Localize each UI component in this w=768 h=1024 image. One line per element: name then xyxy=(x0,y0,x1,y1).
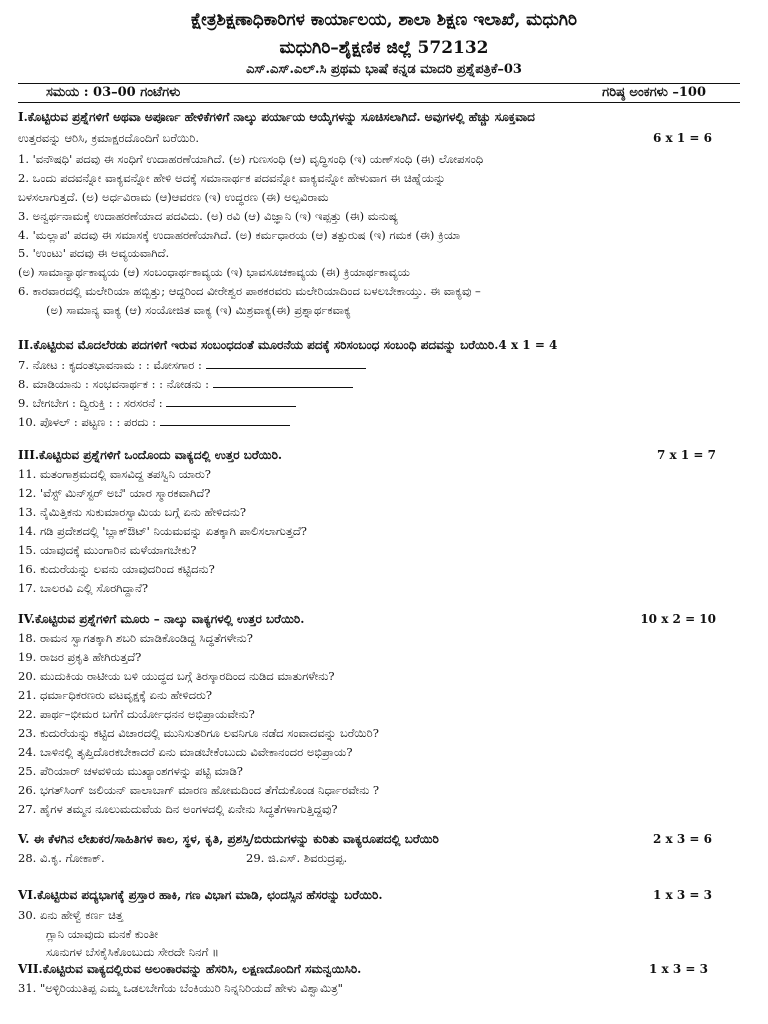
answer-blank[interactable] xyxy=(160,415,290,426)
section-7-marks: 1 x 3 = 3 xyxy=(649,962,708,976)
time-allowed: ಸಮಯ : 03–00 ಗಂಟೆಗಳು xyxy=(46,85,181,100)
question-14: 14. ಗಡಿ ಪ್ರದೇಶದಲ್ಲಿ 'ಬ್ಲಾಕ್‌ಔಟ್' ನಿಯಮವನ್ನು ಏತಕ್ಕಾಗಿ ಪಾಲಿಸಲಾಗುತ್ತದೆ? xyxy=(18,524,307,538)
answer-blank[interactable] xyxy=(213,377,353,388)
question-26: 26. ಭಗತ್‌ಸಿಂಗ್ ಜಲಿಯನ್ ವಾಲಾಬಾಗ್ ಮಾರಣ ಹೋಮದಿಂದ ತೆಗೆದುಕೊಂಡ ನಿರ್ಧಾರವೇನು ? xyxy=(18,783,380,797)
question-6: 6. ಕಾರವಾರದಲ್ಲಿ ಮಲೇರಿಯಾ ಹಬ್ಬಿತ್ತು; ಆದ್ದರಿಂದ ವೀರೇಶ್ವರ ಪಾಠಕರವರು ಮಲೇರಿಯಾದಿಂದ ಬಳಲಬೇಕಾಯ್ತು. ಈ ವಾಕ್ಯವು – xyxy=(18,284,481,298)
question-13: 13. ನೈಮಿತ್ತಿಕನು ಸುಕುಮಾರಸ್ವಾಮಿಯ ಬಗ್ಗೆ ಏನು ಹೇಳಿದನು? xyxy=(18,505,247,519)
office-title: ಕ್ಷೇತ್ರಶಿಕ್ಷಣಾಧಿಕಾರಿಗಳ ಕಾರ್ಯಾಲಯ, ಶಾಲಾ ಶಿಕ್ಷಣ ಇಲಾಖೆ, ಮಧುಗಿರಿ xyxy=(190,10,578,30)
time-marks-bar xyxy=(46,85,706,100)
section-2-title: II.ಕೊಟ್ಟಿರುವ ಮೊದಲೆರಡು ಪದಗಳಿಗೆ ಇರುವ ಸಂಬಂಧದಂತೆ ಮೂರನೆಯ ಪದಕ್ಕೆ ಸರಿಸಂಬಂಧ ಸಂಬಂಧಿ ಪದವನ್ನು ಬರೆಯಿರಿ.4 x 1 = 4 xyxy=(18,338,558,352)
question-9 xyxy=(18,396,296,411)
poem-line-2: ಗ್ಲಾನಿ ಯಾವುದು ಮನಕೆ ಕುಂತೀ xyxy=(46,927,159,941)
question-4: 4. 'ಮಲ್ಲಾಪ' ಪದವು ಈ ಸಮಾಸಕ್ಕೆ ಉದಾಹರಣೆಯಾಗಿದೆ. (ಅ) ಕರ್ಮಧಾರಯ (ಆ) ತತ್ಪುರುಷ (ಇ) ಗಮಕ (ಈ) ಕ್ರಿಯಾ xyxy=(18,228,461,242)
section-3-marks: 7 x 1 = 7 xyxy=(657,448,716,462)
section-4-marks: 10 x 2 = 10 xyxy=(640,612,716,626)
question-10-text: 10. ಪೊಳಲ್ : ಪಟ್ಟಣ : : ಪರದು : xyxy=(18,415,157,429)
question-9-text: 9. ಬೇಗಬೇಗ : ದ್ವಿರುಕ್ತಿ : : ಸರಸರನೆ : xyxy=(18,396,163,410)
answer-blank[interactable] xyxy=(206,358,366,369)
question-2-cont: ಬಳಸಲಾಗುತ್ತದೆ. (ಅ) ಅರ್ಧವಿರಾಮ (ಆ)ಆವರಣ (ಇ) ಉದ್ಧರಣ (ಈ) ಅಲ್ಪವಿರಾಮ xyxy=(18,190,329,204)
question-28: 28. ವಿ.ಕೃ. ಗೋಕಾಕ್. xyxy=(18,851,105,865)
section-5-marks: 2 x 3 = 6 xyxy=(653,832,712,846)
question-22: 22. ಪಾರ್ಥ–ಭೀಮರ ಬಗೆಗೆ ದುರ್ಯೋಧನನ ಅಭಿಪ್ರಾಯವೇನು? xyxy=(18,707,255,721)
question-21: 21. ಧರ್ಮಾಧಿಕರಣರು ವಟವೃಕ್ಷಕ್ಕೆ ಏನು ಹೇಳಿದರು? xyxy=(18,688,213,702)
question-2: 2. ಒಂದು ಪದವನ್ನೋ ವಾಕ್ಯವನ್ನೋ ಹೇಳಿ ಅದಕ್ಕೆ ಸಮಾನಾರ್ಥಕ ಪದವನ್ನೋ ವಾಕ್ಯವನ್ನೋ ಹೇಳುವಾಗ ಈ ಚಿಹ್ನೆಯನ್ನು xyxy=(18,171,446,185)
section-6-marks: 1 x 3 = 3 xyxy=(653,888,712,902)
section-7-title: VII.ಕೊಟ್ಟಿರುವ ವಾಕ್ಯದಲ್ಲಿರುವ ಅಲಂಕಾರವನ್ನು ಹೆಸರಿಸಿ, ಲಕ್ಷಣದೊಂದಿಗೆ ಸಮನ್ವಯಿಸಿರಿ. xyxy=(18,962,362,976)
question-19: 19. ರಾಜರ ಪ್ರಕೃತಿ ಹೇಗಿರುತ್ತದೆ? xyxy=(18,650,142,664)
question-27: 27. ಹೈಗಳ ತಮ್ಮನ ನೂಲುಮದುವೆಯ ದಿನ ಅಂಗಳದಲ್ಲಿ ಏನೇನು ಸಿದ್ಧತೆಗಳಾಗುತ್ತಿದ್ದವು? xyxy=(18,802,338,816)
question-6-options: (ಅ) ಸಾಮಾನ್ಯ ವಾಕ್ಯ (ಆ) ಸಂಯೋಜಿತ ವಾಕ್ಯ (ಇ) ಮಿಶ್ರವಾಕ್ಯ(ಈ) ಪ್ರಶ್ನಾರ್ಥಕವಾಕ್ಯ xyxy=(46,303,351,317)
question-17: 17. ಬಾಲರವಿ ಎಲ್ಲಿ ಸೊರಗಿದ್ದಾನೆ? xyxy=(18,581,149,595)
section-1-title-cont: ಉತ್ತರವನ್ನು ಆರಿಸಿ, ಕ್ರಮಾಕ್ಷರದೊಂದಿಗೆ ಬರೆಯಿರಿ. xyxy=(18,131,199,145)
question-16: 16. ಕುದುರೆಯನ್ನು ಲವನು ಯಾವುದರಿಂದ ಕಟ್ಟಿದನು? xyxy=(18,562,215,576)
answer-blank[interactable] xyxy=(166,396,296,407)
question-5-options: (ಅ) ಸಾಮಾನ್ಯಾರ್ಥಕಾವ್ಯಯ (ಆ) ಸಂಬಂಧಾರ್ಥಕಾವ್ಯಯ (ಇ) ಭಾವಸೂಚಕಾವ್ಯಯ (ಈ) ಕ್ರಿಯಾರ್ಥಕಾವ್ಯಯ xyxy=(18,265,410,279)
section-4-title: IV.ಕೊಟ್ಟಿರುವ ಪ್ರಶ್ನೆಗಳಿಗೆ ಮೂರು – ನಾಲ್ಕು ವಾಕ್ಯಗಳಲ್ಲಿ ಉತ್ತರ ಬರೆಯಿರಿ. xyxy=(18,612,305,626)
section-3-title: III.ಕೊಟ್ಟಿರುವ ಪ್ರಶ್ನೆಗಳಿಗೆ ಒಂದೊಂದು ವಾಕ್ಯದಲ್ಲಿ ಉತ್ತರ ಬರೆಯಿರಿ. xyxy=(18,448,283,462)
question-20: 20. ಮುದುಕಿಯ ರಾಟೀಯ ಬಳಿ ಯುದ್ಧದ ಬಗ್ಗೆ ತಿರಸ್ಕಾರದಿಂದ ನುಡಿದ ಮಾತುಗಳೇನು? xyxy=(18,669,335,683)
question-25: 25. ಪೆರಿಯಾರ್ ಚಳವಳಿಯ ಮುಖ್ಯಾಂಶಗಳನ್ನು ಪಟ್ಟಿ ಮಾಡಿ? xyxy=(18,764,243,778)
question-7 xyxy=(18,358,366,373)
question-11: 11. ಮತಂಗಾಶ್ರಮದಲ್ಲಿ ವಾಸವಿದ್ದ ತಪಸ್ವಿನಿ ಯಾರು? xyxy=(18,467,211,481)
question-1: 1. 'ವನೌಷಧಿ' ಪದವು ಈ ಸಂಧಿಗೆ ಉದಾಹರಣೆಯಾಗಿದೆ. (ಅ) ಗುಣಸಂಧಿ (ಆ) ವೃದ್ಧಿಸಂಧಿ (ಇ) ಯಣ್‌ಸಂಧಿ (ಈ) ಲೋಪಸಂಧಿ xyxy=(18,152,484,166)
header-rule-bottom xyxy=(18,102,740,103)
question-12: 12. 'ವೆಸ್ಟ್ ಮಿನ್‌ಸ್ಟರ್ ಅಬೆ' ಯಾರ ಸ್ಮಾರಕವಾಗಿದೆ? xyxy=(18,486,211,500)
question-24: 24. ಬಾಳಿನಲ್ಲಿ ತೃಪ್ತಿದೊರಕಬೇಕಾದರೆ ಏನು ಮಾಡಬೇಕೆಂಬುದು ವಿವೇಕಾನಂದರ ಅಭಿಪ್ರಾಯ? xyxy=(18,745,353,759)
question-8 xyxy=(18,377,353,392)
header-rule-top xyxy=(18,83,740,84)
question-31: 31. "ಅಳ್ಳಿರಿಯುತಿಪ್ಪ ಎಮ್ಮ ಒಡಲಬೇಗೆಯ ಬೆಂಕಿಯುರಿ ನಿನ್ನನಿರಿಯದೆ ಹೇಳು ವಿಶ್ವಾಮಿತ್ರ" xyxy=(18,981,343,995)
question-23: 23. ಕುದುರೆಯನ್ನು ಕಟ್ಟಿದ ವಿಚಾರದಲ್ಲಿ ಮುನಿಸುತರಿಗೂ ಲವನಿಗೂ ನಡೆದ ಸಂವಾದವನ್ನು ಬರೆಯಿರಿ? xyxy=(18,726,379,740)
question-3: 3. ಅನ್ವರ್ಥನಾಮಕ್ಕೆ ಉದಾಹರಣೆಯಾದ ಪದವಿದು. (ಅ) ರವಿ (ಆ) ವಿಜ್ಞಾನಿ (ಇ) ಇಪ್ಪತ್ತು (ಈ) ಮನುಷ್ಯ xyxy=(18,209,399,223)
paper-title: ಎಸ್.ಎಸ್.ಎಲ್.ಸಿ ಪ್ರಥಮ ಭಾಷೆ ಕನ್ನಡ ಮಾದರಿ ಪ್ರಶ್ನೆಪತ್ರಿಕೆ–03 xyxy=(246,62,522,77)
section-5-title: V. ಈ ಕೆಳಗಿನ ಲೇಖಕರ/ಸಾಹಿತಿಗಳ ಕಾಲ, ಸ್ಥಳ, ಕೃತಿ, ಪ್ರಶಸ್ತಿ/ಬಿರುದುಗಳನ್ನು ಕುರಿತು ವಾಕ್ಯರೂಪದಲ್ಲಿ ಬರೆಯಿರಿ xyxy=(18,832,439,846)
section-6-title: VI.ಕೊಟ್ಟಿರುವ ಪದ್ಯಭಾಗಕ್ಕೆ ಪ್ರಸ್ತಾರ ಹಾಕಿ, ಗಣ ವಿಭಾಗ ಮಾಡಿ, ಛಂದಸ್ಸಿನ ಹೆಸರನ್ನು ಬರೆಯಿರಿ. xyxy=(18,888,383,902)
question-29: 29. ಜಿ.ಎಸ್. ಶಿವರುದ್ರಪ್ಪ. xyxy=(246,851,348,865)
section-1-marks: 6 x 1 = 6 xyxy=(653,131,712,145)
question-10 xyxy=(18,415,290,430)
district-title: ಮಧುಗಿರಿ–ಶೈಕ್ಷಣಿಕ ಜಿಲ್ಲೆ 572132 xyxy=(279,38,489,58)
poem-line-3: ಸೂನುಗಳ ಬೆಸಕೈಸಿಕೊಂಬುದು ಸೇರದೇ ನಿನಗೆ ॥ xyxy=(46,945,219,959)
section-1-title: I.ಕೊಟ್ಟಿರುವ ಪ್ರಶ್ನೆಗಳಿಗೆ ಅಥವಾ ಅಪೂರ್ಣ ಹೇಳಿಕೆಗಳಿಗೆ ನಾಲ್ಕು ಪರ್ಯಾಯ ಆಯ್ಕೆಗಳನ್ನು ಸೂಚಿಸಲಾಗಿದೆ. ಅವುಗಳಲ್ಲಿ ಹೆಚ್ಚು ಸೂಕ್ತವಾದ xyxy=(18,110,535,124)
max-marks: ಗರಿಷ್ಠ ಅಂಕಗಳು –100 xyxy=(602,85,706,100)
question-15: 15. ಯಾವುದಕ್ಕೆ ಮುಂಗಾರಿನ ಮಳೆಯಾಗಬೇಕು? xyxy=(18,543,197,557)
question-7-text: 7. ನೋಟ : ಕೃದಂತಭಾವನಾಮ : : ಮೋಸಗಾರ : xyxy=(18,358,202,372)
question-18: 18. ರಾಮನ ಸ್ವಾಗತಕ್ಕಾಗಿ ಶಬರಿ ಮಾಡಿಕೊಂಡಿದ್ದ ಸಿದ್ಧತೆಗಳೇನು? xyxy=(18,631,253,645)
poem-line-1: 30. ಏನು ಹೇಳ್ವೆ ಕರ್ಣ ಚಿತ್ತ xyxy=(18,908,123,922)
question-8-text: 8. ಮಾಡಿಯಾನು : ಸಂಭವನಾರ್ಥಕ : : ನೋಡನು : xyxy=(18,377,210,391)
question-5: 5. 'ಉಂಟು' ಪದವು ಈ ಅವ್ಯಯವಾಗಿದೆ. xyxy=(18,246,170,260)
